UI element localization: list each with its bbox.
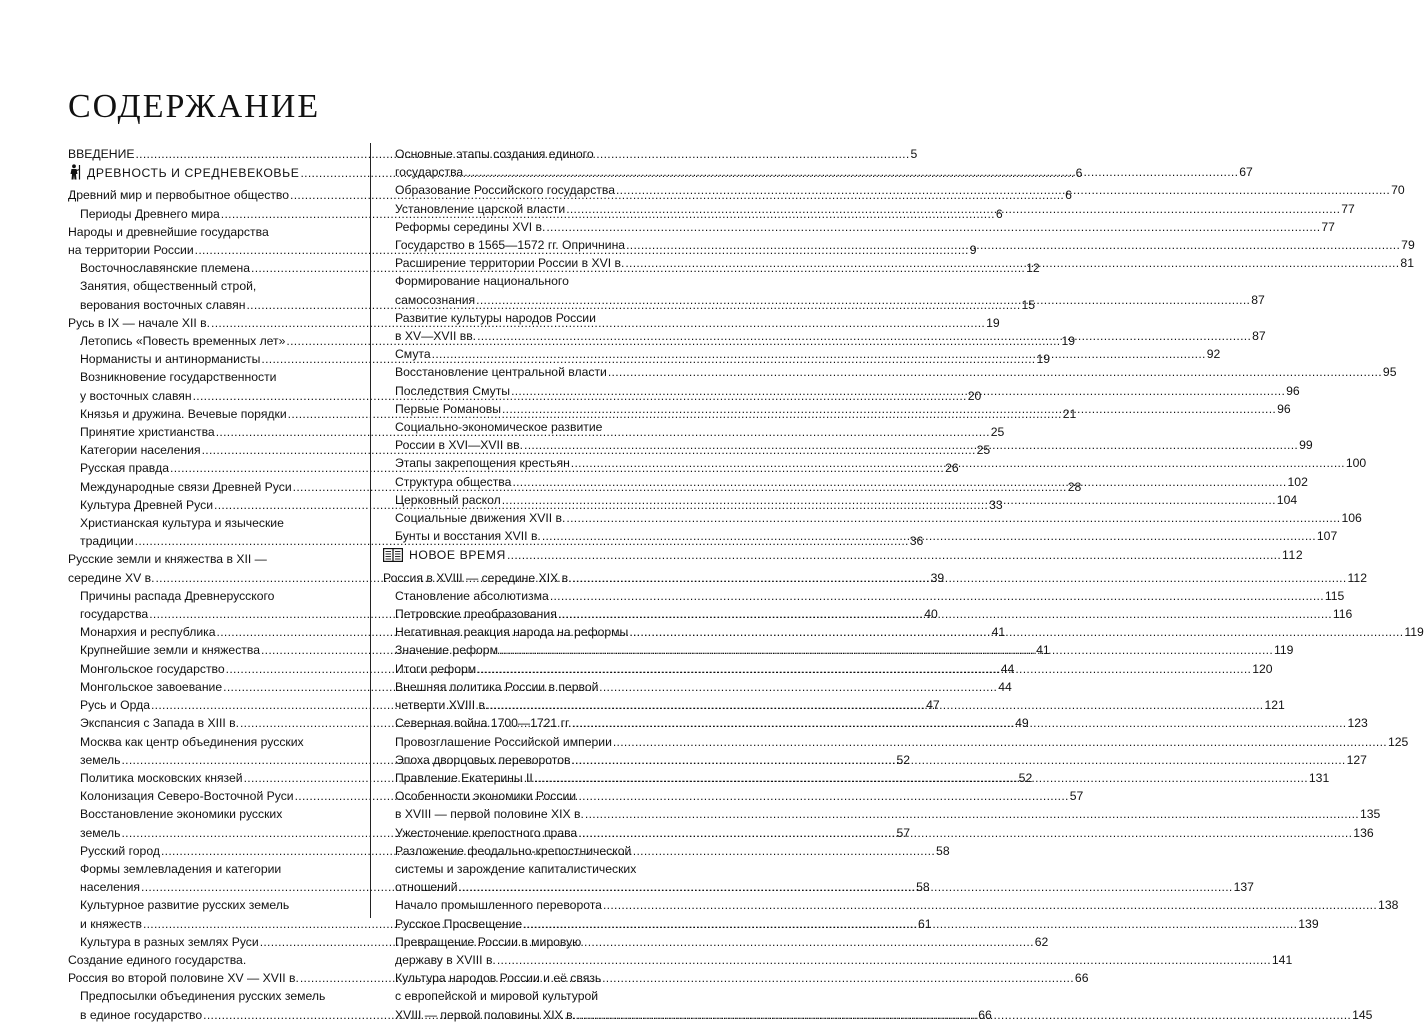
toc-entry-title: Древний мир и первобытное общество [68, 188, 290, 203]
toc-entry-title-line: Формы землевладения и категории [80, 861, 282, 876]
dot-leader [566, 511, 1340, 525]
toc-entry-title: Крупнейшие земли и княжества [80, 643, 260, 658]
toc-page-number: 19 [986, 315, 1000, 330]
toc-entry [383, 236, 1415, 254]
toc-entry-title: Бунты и восстания XVII в. [395, 529, 541, 544]
column-divider [370, 143, 371, 918]
toc-page-number: 104 [1276, 492, 1298, 507]
toc-entry-title: Периоды Древнего мира [80, 206, 220, 221]
toc-entry-title: Северная война 1700—1721 гг. [395, 716, 572, 731]
toc-page-number: 40 [924, 607, 938, 622]
toc-entry-title: Русь и Орда [80, 698, 150, 713]
toc-entry [383, 733, 1409, 751]
dot-leader [512, 475, 1286, 489]
toc-entry-title-line: Культура народов России и её связь [395, 971, 602, 986]
toc-entry-title: населения [80, 880, 141, 895]
toc-entry-title: Восстановление центральной власти [395, 365, 607, 380]
toc-page-number: 57 [1069, 789, 1084, 804]
toc-entry-title: государства [395, 165, 464, 180]
toc-page-number: 58 [916, 880, 930, 895]
toc-page-number: 137 [1233, 880, 1254, 895]
dot-leader [477, 329, 1251, 343]
toc-entry-title: Русская правда [80, 461, 170, 476]
dot-leader [572, 716, 1346, 730]
toc-page-number: 19 [1036, 352, 1051, 367]
toc-page-number: 58 [936, 843, 950, 858]
toc-entry-title: Русское Просвещение [395, 916, 523, 931]
person-with-staff-icon [68, 164, 81, 185]
toc-entry-title-line: системы и зарождение капиталистических [395, 861, 637, 876]
toc-entry-title: державу в XVIII в. [395, 952, 496, 967]
toc-entry-title-line: Москва как центр объединения русских [80, 734, 304, 749]
toc-entry-title-line: Возникновение государственности [80, 370, 277, 385]
toc-page-number: 9 [969, 243, 977, 258]
toc-page-number: 112 [1282, 548, 1304, 563]
toc-page-number: 95 [1382, 365, 1397, 380]
toc-entry-title: Эпоха дворцовых переворотов [395, 752, 571, 767]
toc-page-number: 145 [1352, 1007, 1373, 1022]
dot-leader [464, 165, 1238, 179]
dot-leader [558, 607, 1332, 621]
toc-entry-title: Реформы середины XVI в. [395, 219, 546, 234]
toc-page-number: 139 [1298, 916, 1319, 931]
dot-leader [502, 493, 1276, 507]
toc-page-number: 66 [978, 1007, 992, 1022]
toc-entry-title: Социальные движения XVII в. [395, 511, 566, 526]
toc-section-heading [383, 546, 1304, 567]
dot-leader [459, 880, 1233, 894]
dot-leader [546, 220, 1320, 234]
toc-entry-title: государства [80, 607, 149, 622]
toc-entry-title-line: Занятия, общественный строй, [80, 279, 257, 294]
dot-leader [572, 571, 1346, 585]
toc-entry-title: Международные связи Древней Руси [80, 479, 292, 494]
toc-page-number: 57 [896, 825, 911, 840]
toc-entry-title: у восточных славян [80, 388, 192, 403]
toc-entry-title: НОВОЕ ВРЕМЯ [409, 548, 506, 563]
toc-entry [383, 896, 1399, 914]
toc-page-number: 41 [1036, 643, 1050, 658]
toc-entry [383, 363, 1397, 381]
toc-entry-title: Норманисты и антинорманисты [80, 352, 261, 367]
dot-leader [585, 807, 1359, 821]
dot-leader [578, 826, 1352, 840]
dot-leader [608, 365, 1382, 379]
toc-entry [383, 181, 1405, 199]
toc-entry-title-line: Формирование национального [395, 274, 569, 289]
toc-page-number: 36 [909, 534, 924, 549]
toc-entry [383, 200, 1355, 218]
toc-page-number: 102 [1287, 474, 1308, 489]
toc-page-number: 99 [1299, 438, 1313, 453]
dot-leader [502, 402, 1276, 416]
toc-entry-title: Смута [395, 347, 431, 362]
toc-entry-title: России в XVI—XVII вв. [395, 438, 524, 453]
toc-page-number: 136 [1353, 825, 1374, 840]
toc-entry-title: на территории России [68, 243, 194, 258]
toc-entry-title: Провозглашение Российской империи [395, 734, 612, 749]
toc-entry-title: отношений [395, 880, 458, 895]
toc-entry [383, 587, 1345, 605]
toc-entry-title-line: Развитие культуры народов России [395, 310, 596, 325]
toc-entry-title-line: с европейской и мировой культурой [395, 989, 599, 1004]
toc-page-number: 120 [1252, 661, 1273, 676]
toc-page-number: 44 [998, 679, 1012, 694]
toc-entry-title: Последствия Смуты [395, 383, 511, 398]
toc-page-number: 6 [1075, 166, 1083, 181]
toc-entry-title: Расширение территории России в XVI в. [395, 256, 625, 271]
toc-entry-title: Ужесточение крепостного права [395, 825, 578, 840]
toc-page-number: 87 [1251, 292, 1265, 307]
toc-entry-title: ВВЕДЕНИЕ [68, 147, 135, 161]
toc-page-number: 19 [1061, 334, 1076, 349]
toc-entry-title: середине XV в. [68, 570, 155, 585]
toc-page-number: 52 [896, 752, 911, 767]
toc-entry-title: XVIII — первой половины XIX в. [395, 1007, 577, 1022]
toc-entry-title-line: Народы и древнейшие государства [68, 224, 269, 239]
toc-page-number: 6 [1065, 188, 1072, 203]
toc-page-number: 21 [1062, 406, 1077, 421]
toc-page-number: 26 [945, 461, 959, 476]
toc-page-number: 6 [995, 206, 1003, 221]
toc-entry-title: верования восточных славян [80, 297, 246, 312]
toc-entry-title: Образование Российского государства [395, 183, 615, 198]
toc-page-number: 123 [1347, 716, 1368, 731]
toc-entry-title: в XVIII — первой половине XIX в. [395, 807, 584, 822]
toc-entry-title: Итоги реформ [395, 661, 477, 676]
toc-page-number: 96 [1286, 383, 1300, 398]
toc-page-number: 61 [918, 916, 932, 931]
dot-leader [507, 548, 1281, 562]
toc-entry-title: Восточнославянские племена [80, 261, 251, 276]
dot-leader [572, 753, 1346, 767]
toc-entry-title-line: Социально-экономическое развитие [395, 420, 603, 435]
toc-entry-title: Категории населения [80, 443, 201, 458]
toc-page-number: 70 [1391, 183, 1405, 198]
dot-leader [477, 662, 1251, 676]
toc-entry [383, 145, 1253, 181]
toc-entry-title: Россия в XVIII — середине XIX в. [383, 570, 572, 585]
toc-entry-title: Политика московских князей [80, 770, 243, 785]
toc-page-number: 33 [989, 497, 1003, 512]
toc-entry-title-line: Причины распада Древнерусского [80, 588, 275, 603]
toc-entry-title-line: Превращение России в мировую [395, 934, 582, 949]
toc-page-number: 47 [926, 698, 940, 713]
dot-leader [577, 1008, 1351, 1022]
dot-leader [534, 771, 1308, 785]
toc-page-number: 125 [1387, 734, 1409, 749]
toc-page-number: 66 [1074, 971, 1089, 986]
toc-entry [383, 218, 1335, 236]
toc-entry-title: Монгольское государство [80, 661, 225, 676]
dot-leader [566, 202, 1340, 216]
toc-entry-title: четверти XVIII в. [395, 698, 489, 713]
dot-leader [497, 953, 1271, 967]
toc-entry-title: традиции [80, 534, 134, 549]
toc-page-number: 41 [991, 625, 1006, 640]
toc-entry-title: в единое государство [80, 1007, 203, 1022]
dot-leader [550, 589, 1324, 603]
toc-page-number: 96 [1277, 401, 1291, 416]
toc-page-number: 138 [1378, 898, 1399, 913]
dot-leader [603, 898, 1377, 912]
toc-entry-title-line: Внешняя политика России в первой [395, 679, 599, 694]
toc-entry [383, 509, 1362, 527]
toc-page-number: 44 [1000, 661, 1015, 676]
toc-entry-title: самосознания [395, 292, 476, 307]
toc-entry-title: Начало промышленного переворота [395, 898, 602, 913]
toc-entry-title-line: Разложение феодально-крепостнической [395, 843, 632, 858]
toc-page-number: 81 [1400, 256, 1414, 271]
toc-entry-title: Негативная реакция народа на реформы [395, 625, 629, 640]
dot-leader [629, 625, 1403, 639]
toc-page-number: 62 [1034, 934, 1049, 949]
toc-entry-title: Русский город [80, 843, 160, 858]
toc-page-number: 116 [1332, 607, 1353, 622]
dot-leader [524, 438, 1298, 452]
toc-page-number: 115 [1324, 588, 1345, 603]
toc-page-number: 39 [930, 570, 945, 585]
dot-leader [499, 643, 1273, 657]
toc-entry-title-line: Культурное развитие русских земель [80, 898, 290, 913]
toc-entry-title: Первые Романовы [395, 401, 501, 416]
dot-leader [616, 183, 1390, 197]
toc-page-number: 79 [1401, 238, 1415, 253]
toc-page-number: 15 [1021, 297, 1036, 312]
toc-entry-title: Правление Екатерины II [395, 770, 533, 785]
toc-entry-title-line: Предпосылки объединения русских земель [80, 989, 326, 1004]
toc-entry-title: ДРЕВНОСТЬ И СРЕДНЕВЕКОВЬЕ [87, 166, 300, 181]
toc-entry-title: Принятие христианства [80, 425, 215, 440]
toc-entry-title: Структура общества [395, 474, 512, 489]
toc-page-number: 127 [1346, 752, 1367, 767]
dot-leader [626, 238, 1400, 252]
toc-entry-title: Церковный раскол [395, 492, 501, 507]
dot-leader [476, 293, 1250, 307]
toc-entry-title: Монархия и республика [80, 625, 216, 640]
toc-page-number: 135 [1359, 807, 1381, 822]
toc-entry-title: в XV—XVII вв. [395, 329, 477, 344]
toc-entry-title-line: Русские земли и княжества в XII — [68, 552, 267, 567]
toc-entry-title: Монгольское завоевание [80, 679, 223, 694]
toc-page-number: 119 [1274, 643, 1294, 658]
toc-entry-title: Русь в IX — начале XII в. [68, 315, 211, 330]
toc-entry-title: Культура в разных землях Руси [80, 934, 259, 949]
toc-entry-title: Летопись «Повесть временных лет» [80, 334, 286, 349]
toc-entry-title: земель [80, 752, 121, 767]
dot-leader [542, 529, 1316, 543]
toc-page-number: 49 [1015, 716, 1029, 731]
open-book-icon [383, 548, 403, 567]
toc-entry-title-line: Особенности экономики России [395, 789, 577, 804]
dot-leader [571, 456, 1345, 470]
toc-page-number: 92 [1206, 347, 1221, 362]
toc-entry-title: Колонизация Северо-Восточной Руси [80, 789, 294, 804]
toc-page-number: 87 [1252, 329, 1266, 344]
toc-entry-title: Россия во второй половине XV — XVII в. [68, 971, 299, 986]
toc-page-number: 106 [1341, 511, 1362, 526]
toc-entry-title-line: Восстановление экономики русских [80, 807, 283, 822]
toc-page-number: 28 [1067, 479, 1082, 494]
toc-page-number: 77 [1341, 201, 1355, 216]
toc-page-number: 141 [1271, 952, 1293, 967]
toc-page-number: 112 [1347, 570, 1367, 585]
dot-leader [511, 384, 1285, 398]
toc-entry-title: Петровские преобразования [395, 607, 557, 622]
toc-page-number: 100 [1345, 456, 1367, 471]
toc-entry-title: Становление абсолютизма [395, 588, 549, 603]
toc-page-number: 121 [1264, 698, 1285, 713]
dot-leader [625, 256, 1399, 270]
toc-page-number: 119 [1404, 625, 1424, 640]
dot-leader [489, 698, 1263, 712]
toc-page-number: 52 [1018, 770, 1033, 785]
toc-entry-title: Значение реформ [395, 643, 498, 658]
toc-page-number: 107 [1316, 529, 1338, 544]
toc-page-number: 77 [1321, 219, 1335, 234]
toc-entry-title-line: Христианская культура и языческие [80, 516, 284, 531]
dot-leader [523, 917, 1297, 931]
toc-page-number: 20 [967, 388, 982, 403]
toc-page-number: 12 [1026, 261, 1040, 276]
dot-leader [432, 347, 1206, 361]
toc-entry-title: Культура Древней Руси [80, 497, 214, 512]
toc-entry-title: и княжеств [80, 916, 142, 931]
toc-entry-title: Князья и дружина. Вечевые порядки [80, 406, 287, 421]
toc-page-number: 25 [990, 425, 1005, 440]
toc-entry-title-line: Создание единого государства. [68, 952, 247, 967]
toc-page-number: 5 [910, 147, 918, 161]
toc-entry-title: Установление царской власти [395, 201, 566, 216]
toc-entry-title: Государство в 1565—1572 гг. Опричнина [395, 238, 626, 253]
toc-entry-title-line: Основные этапы создания единого [395, 147, 594, 161]
dot-leader [613, 735, 1387, 749]
toc-entry-title: Экспансия с Запада в XIII в. [80, 716, 239, 731]
toc-page-number: 131 [1308, 770, 1330, 785]
toc-entry-title: Этапы закрепощения крестьян [395, 456, 570, 471]
toc-entry-title: земель [80, 825, 121, 840]
toc-page-number: 67 [1239, 165, 1253, 180]
toc-page-number: 25 [976, 443, 991, 458]
page-title: СОДЕРЖАНИЕ [68, 88, 321, 125]
